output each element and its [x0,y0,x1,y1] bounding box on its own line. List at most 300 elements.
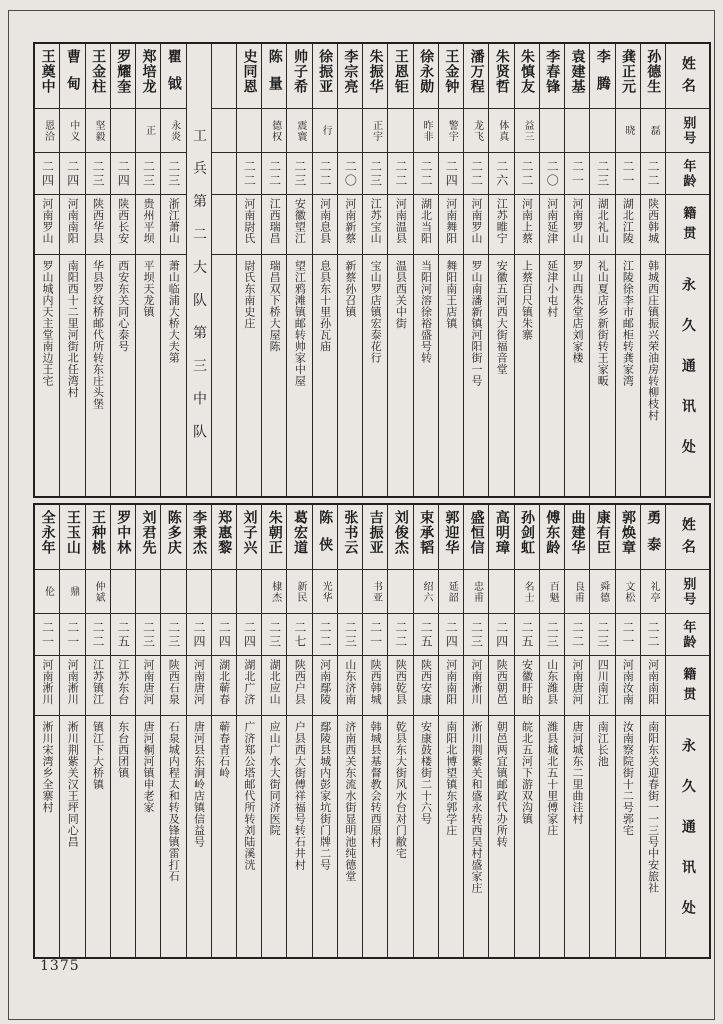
alias-cell [338,108,362,152]
age-cell [414,152,438,194]
name-label: 朱慎友 [519,49,536,94]
alias-cell [86,108,110,152]
age-label: 二四 [217,620,232,649]
person-column [110,505,135,957]
header-native-label: 籍贯 [680,666,696,708]
header-age-label: 年龄 [680,158,696,189]
age-cell [641,613,665,655]
alias-label: 体真 [496,119,508,142]
name-cell [212,44,236,108]
age-cell [313,152,337,194]
alias-label: 礼亭 [648,580,660,603]
address-cell [388,254,412,496]
person-column [564,505,589,957]
person-column [186,505,211,957]
address-label: 唐河县东涧岭店镇信益号 [192,721,206,848]
address-label: 安徽五河西大街福音堂 [495,260,509,375]
address-cell [136,254,160,496]
native-cell [111,655,135,715]
address-cell [363,254,387,496]
native-cell [439,655,463,715]
address-cell [565,254,589,496]
age-label: 二〇 [545,159,560,188]
age-label: 二三 [595,620,610,649]
age-label: 二二 [91,620,106,649]
native-cell [262,655,286,715]
alias-label: 良甫 [572,580,584,603]
native-cell [590,194,614,254]
name-label: 王金柱 [90,49,107,94]
address-cell [439,715,463,957]
address-label: 潍县城北五十里傅家庄 [545,721,559,836]
native-cell [540,655,564,715]
address-cell [35,715,59,957]
age-cell [338,152,362,194]
name-label: 勇泰 [645,510,662,565]
person-column [640,505,665,957]
native-label: 安徽盱眙 [520,659,534,705]
alias-cell [212,108,236,152]
address-cell [60,254,84,496]
age-label: 二二 [318,620,333,649]
age-cell [35,613,59,655]
address-label: 济南西关东流水街显明池纯德堂 [343,721,357,882]
alias-cell [489,569,513,613]
native-label: 河南上蔡 [520,198,534,244]
address-label: 淅川荆紫关汉王坪同心昌 [66,721,80,848]
person-column [135,505,160,957]
alias-cell [590,108,614,152]
address-label: 罗山南潘新镇河阳街一号 [470,260,484,387]
alias-cell [313,108,337,152]
person-column [286,505,311,957]
native-label: 河南淅川 [470,659,484,705]
name-label: 全永年 [39,510,56,555]
alias-label: 延韶 [446,580,458,603]
address-cell [262,715,286,957]
native-label: 河南新蔡 [343,198,357,244]
alias-cell [464,569,488,613]
name-cell [86,505,110,569]
address-cell [540,715,564,957]
native-cell [187,655,211,715]
name-cell [86,44,110,108]
age-label: 二二 [646,159,661,188]
alias-cell [616,569,640,613]
age-label: 二一 [620,620,635,649]
alias-label: 仲斌 [92,580,104,603]
native-cell [388,655,412,715]
address-label: 汝南察院街十二号郭宅 [621,721,635,836]
native-label: 陕西长安 [116,198,130,244]
header-age-cell [666,152,709,194]
name-cell [237,44,261,108]
address-label: 礼山夏店乡新街转王家畈 [596,260,610,387]
age-cell [237,613,261,655]
native-cell [35,655,59,715]
person-column [337,505,362,957]
native-label: 河南尉氏 [242,198,256,244]
name-label: 李宗亮 [342,49,359,94]
age-cell [540,152,564,194]
address-cell [414,715,438,957]
header-name-label: 姓名 [679,517,696,562]
alias-cell [86,569,110,613]
age-label: 二二 [393,159,408,188]
person-column [615,505,640,957]
age-label: 二七 [292,620,307,649]
alias-cell [262,108,286,152]
alias-cell [363,569,387,613]
address-label: 镇江下大桥镇 [91,721,105,790]
name-label: 龚正元 [619,49,636,94]
age-cell [237,152,261,194]
age-cell [515,152,539,194]
address-cell [161,715,185,957]
native-cell [262,194,286,254]
name-cell [212,505,236,569]
unit-designation-label: 工兵第二大队第三中队 [191,128,207,457]
native-cell [313,655,337,715]
name-label: 陈侠 [317,510,334,565]
native-cell [641,194,665,254]
address-label: 唐河城东二里曲洼村 [570,721,584,825]
person-column [589,505,614,957]
name-cell [136,44,160,108]
name-label: 吉振亚 [367,510,384,555]
native-label: 浙江萧山 [167,198,181,244]
native-cell [616,194,640,254]
alias-cell [641,108,665,152]
native-label: 河南淅川 [66,659,80,705]
native-cell [515,194,539,254]
address-cell [86,715,110,957]
address-label: 萧山临浦大桥大夫第 [167,260,181,364]
native-label: 河南舞阳 [444,198,458,244]
age-label: 二四 [116,159,131,188]
age-cell [187,613,211,655]
native-cell [237,194,261,254]
native-label: 江苏东台 [116,659,130,705]
native-cell [363,194,387,254]
alias-cell [414,569,438,613]
name-cell [287,44,311,108]
name-cell [136,505,160,569]
address-label: 乾县东大街风水台对门敝宅 [394,721,408,859]
age-label: 二三 [91,159,106,188]
alias-cell [111,108,135,152]
person-column [85,505,110,957]
address-cell [338,715,362,957]
name-cell [237,505,261,569]
alias-cell [641,569,665,613]
name-label: 罗耀奎 [115,49,132,94]
address-label: 罗山城内天主堂南边王宅 [41,260,55,387]
alias-cell [187,569,211,613]
person-column [59,505,84,957]
address-label: 鄢陵县城内彭家坑街门牌二号 [318,721,332,871]
age-cell [388,613,412,655]
native-label: 江苏睢宁 [495,198,509,244]
native-cell [161,655,185,715]
person-column [236,44,261,496]
name-label: 瞿钺 [165,49,182,104]
name-cell [540,44,564,108]
address-cell [439,254,463,496]
address-cell [464,254,488,496]
age-cell [565,152,589,194]
age-cell [86,152,110,194]
address-label: 南阳北博望镇东郭学庄 [444,721,458,836]
native-cell [388,194,412,254]
address-label: 舞阳南王店镇 [444,260,458,329]
alias-cell [590,569,614,613]
header-alias-label: 别号 [680,115,696,146]
native-cell [489,194,513,254]
native-label: 陕西韩城 [646,198,660,244]
address-label: 江陵徐李市邮柜转龚家湾 [621,260,635,387]
native-label: 陕西户县 [293,659,307,705]
alias-cell [161,569,185,613]
address-label: 安康鼓楼街二十六号 [419,721,433,825]
alias-label: 龙飞 [471,119,483,142]
address-label: 宝山罗店镇宏泰花行 [369,260,383,364]
address-label: 韩城县基督教会转西原村 [369,721,383,848]
age-cell [489,613,513,655]
native-cell [338,194,362,254]
person-column [387,44,412,496]
header-native-label: 籍贯 [680,205,696,247]
name-label: 陈多庆 [165,510,182,555]
alias-label: 绍六 [421,580,433,603]
address-label: 温县西关中街 [394,260,408,329]
age-cell [338,613,362,655]
alias-label: 中义 [67,119,79,142]
roster-table-top [33,42,711,498]
name-label: 曲建华 [569,510,586,555]
age-label: 二〇 [343,159,358,188]
header-address-cell [666,254,709,496]
age-label: 二二 [646,620,661,649]
name-cell [262,44,286,108]
age-label: 二五 [116,620,131,649]
address-cell [338,254,362,496]
person-column [514,44,539,496]
age-cell [439,613,463,655]
address-cell [616,254,640,496]
age-label: 二四 [191,620,206,649]
person-column [337,44,362,496]
name-cell [414,44,438,108]
age-cell [35,152,59,194]
alias-label: 书亚 [370,580,382,603]
native-label: 湖北江陵 [621,198,635,244]
name-label: 张书云 [342,510,359,555]
alias-cell [212,569,236,613]
address-cell [212,715,236,957]
alias-label: 昨非 [421,119,433,142]
age-label: 二四 [40,159,55,188]
age-cell [363,613,387,655]
name-cell [439,44,463,108]
header-native-cell [666,194,709,254]
name-cell [388,44,412,108]
header-address-label: 永久通讯处 [679,276,696,480]
address-cell [641,715,665,957]
alias-cell [540,569,564,613]
alias-label: 舜德 [597,580,609,603]
name-label: 郑培龙 [140,49,157,94]
name-cell [590,505,614,569]
age-cell [86,613,110,655]
name-cell [111,505,135,569]
age-cell [641,152,665,194]
native-label: 安徽望江 [293,198,307,244]
alias-cell [515,108,539,152]
native-cell [60,194,84,254]
address-label: 广济郑公塔邮代所转刘陆溪洸 [242,721,256,871]
native-cell [86,194,110,254]
name-label: 高明璋 [493,510,510,555]
person-column [261,505,286,957]
age-cell [414,613,438,655]
column-headers [665,505,709,957]
person-column [135,44,160,496]
name-label: 史同恩 [241,49,258,94]
person-column [312,44,337,496]
alias-cell [515,569,539,613]
name-cell [313,44,337,108]
name-label: 王种桃 [90,510,107,555]
address-label: 西安东关同心泰号 [116,260,130,352]
name-label: 郑惠黎 [216,510,233,555]
native-label: 陕西乾县 [394,659,408,705]
name-cell [464,505,488,569]
person-column [35,505,59,957]
age-label: 二二 [267,159,282,188]
person-column [463,505,488,957]
alias-cell [287,569,311,613]
alias-label: 恩洽 [42,119,54,142]
native-label: 陕西安康 [419,659,433,705]
address-cell [212,254,236,496]
native-label: 山东济南 [343,659,357,705]
native-label: 河南汝南 [621,659,635,705]
native-cell [161,194,185,254]
age-cell [515,613,539,655]
alias-cell [313,569,337,613]
name-cell [590,44,614,108]
age-cell [590,152,614,194]
name-cell [641,505,665,569]
alias-cell [287,108,311,152]
alias-cell [388,569,412,613]
address-cell [590,715,614,957]
address-cell [136,715,160,957]
address-cell [540,254,564,496]
alias-label: 新民 [294,580,306,603]
person-column [236,505,261,957]
name-label: 李春锋 [544,49,561,94]
address-cell [287,715,311,957]
native-label: 河南罗山 [41,198,55,244]
header-name-cell [666,505,709,569]
name-cell [35,44,59,108]
native-label: 河南淅川 [41,659,55,705]
address-label: 息县东十里孙瓦庙 [318,260,332,352]
name-label: 朱贤哲 [493,49,510,94]
age-cell [464,152,488,194]
native-cell [111,194,135,254]
age-label: 二二 [570,620,585,649]
age-label: 二二 [242,159,257,188]
age-label: 二一 [368,620,383,649]
name-cell [187,505,211,569]
name-cell [60,44,84,108]
name-cell [262,505,286,569]
native-label: 陕西石泉 [167,659,181,705]
name-cell [641,44,665,108]
name-label: 傅东龄 [544,510,561,555]
name-label: 葛宏道 [291,510,308,555]
name-label: 王恩钜 [392,49,409,94]
person-column [286,44,311,496]
address-cell [60,715,84,957]
alias-cell [540,108,564,152]
alias-label: 行 [320,125,332,136]
name-label: 王玉山 [64,510,81,555]
age-cell [161,613,185,655]
address-label: 南阳西十二里河街北任湾村 [66,260,80,398]
age-label: 二三 [292,159,307,188]
alias-cell [262,569,286,613]
alias-label: 光华 [320,580,332,603]
unit-divider-column [186,44,211,496]
name-label: 李腾 [594,49,611,104]
native-cell [540,194,564,254]
name-label: 陈量 [266,49,283,104]
native-label: 河南南阳 [66,198,80,244]
name-cell [414,505,438,569]
name-label: 刘子兴 [241,510,258,555]
age-label: 二二 [318,159,333,188]
header-alias-cell [666,108,709,152]
age-label: 二三 [267,620,282,649]
name-cell [363,44,387,108]
alias-cell [489,108,513,152]
alias-label: 磊 [648,125,660,136]
native-label: 河南南阳 [646,659,660,705]
address-cell [111,715,135,957]
address-cell [287,254,311,496]
alias-label: 忠甫 [471,580,483,603]
page-number: 1375 [40,958,80,974]
name-cell [161,505,185,569]
person-column [589,44,614,496]
name-label: 朱朝正 [266,510,283,555]
native-label: 陕西朝邑 [495,659,509,705]
alias-cell [161,108,185,152]
alias-cell [237,569,261,613]
age-cell [212,152,236,194]
alias-label: 永炎 [168,119,180,142]
address-cell [111,254,135,496]
person-column [160,505,185,957]
age-label: 二三 [343,620,358,649]
alias-cell [363,108,387,152]
person-column [413,505,438,957]
address-cell [489,715,513,957]
